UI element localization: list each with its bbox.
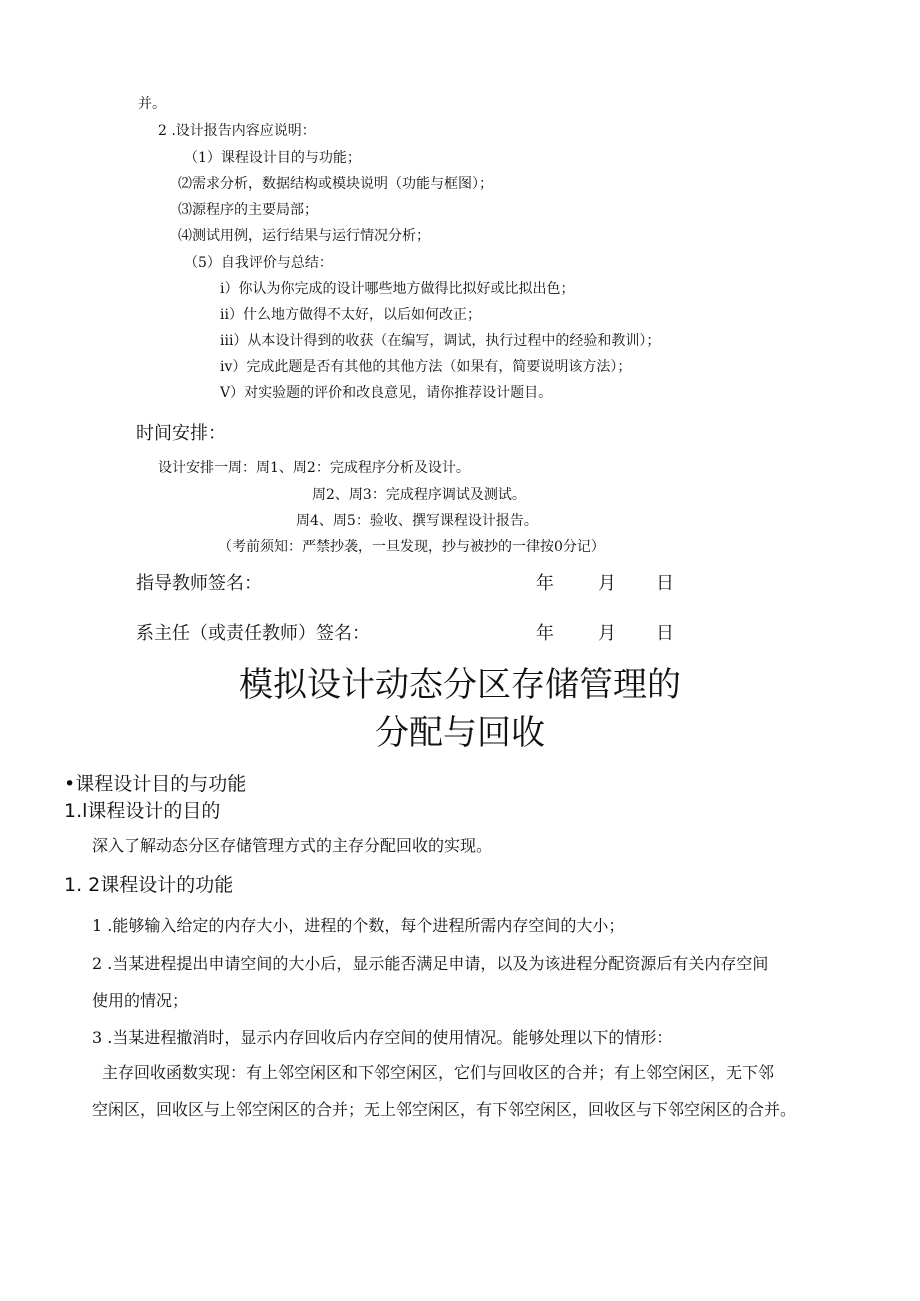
function-item-2-continued: 使用的情况； — [92, 991, 189, 1010]
function-item-2: 2 .当某进程提出申请空间的大小后，显示能否满足申请，以及为该进程分配资源后有关内存空间 — [92, 954, 769, 973]
teacher-signature-label: 指导教师签名： — [136, 573, 262, 594]
director-signature-month: 月 — [598, 623, 616, 644]
evaluation-item-iii: iii）从本设计得到的收获（在编写，调试，执行过程中的经验和教训）； — [220, 333, 661, 349]
section-heading: •课程设计目的与功能 — [64, 773, 247, 795]
evaluation-item-i: i）你认为你完成的设计哪些地方做得比拟好或比拟出色； — [220, 281, 575, 297]
document-title-line-2: 分配与回收 — [375, 713, 545, 753]
report-content-item: 2 .设计报告内容应说明： — [158, 123, 316, 139]
schedule-heading: 时间安排： — [136, 423, 226, 444]
subsection-purpose-heading: 1.l课程设计的目的 — [64, 800, 221, 822]
schedule-line-1: 设计安排一周：周1、周2：完成程序分析及设计。 — [158, 460, 470, 476]
continued-text: 并。 — [138, 96, 166, 112]
schedule-line-2: 周2、周3：完成程序调试及测试。 — [312, 487, 526, 503]
evaluation-item-v: V）对实验题的评价和改良意见，请你推荐设计题目。 — [220, 385, 553, 401]
director-signature-label: 系主任（或责任教师）签名： — [136, 623, 370, 644]
report-sub-item-1: （1）课程设计目的与功能； — [184, 150, 361, 166]
teacher-signature-day: 日 — [656, 573, 674, 594]
recovery-paragraph-line-1: 主存回收函数实现：有上邻空闲区和下邻空闲区，它们与回收区的合并；有上邻空闲区，无下邻 — [102, 1063, 775, 1082]
subsection-function-heading: 1. 2课程设计的功能 — [64, 874, 234, 896]
recovery-paragraph-line-2: 空闲区，回收区与上邻空闲区的合并；无上邻空闲区，有下邻空闲区，回收区与下邻空闲区的合并。 — [92, 1100, 797, 1119]
evaluation-item-ii: ii）什么地方做得不太好，以后如何改正； — [220, 307, 481, 323]
report-sub-item-3: ⑶源程序的主要局部； — [178, 202, 318, 218]
purpose-paragraph: 深入了解动态分区存储管理方式的主存分配回收的实现。 — [92, 836, 493, 855]
report-sub-item-4: ⑷测试用例，运行结果与运行情况分析； — [178, 228, 430, 244]
director-signature-day: 日 — [656, 623, 674, 644]
teacher-signature-year: 年 — [536, 573, 554, 594]
document-title-line-1: 模拟设计动态分区存储管理的 — [239, 665, 681, 705]
function-item-3: 3 .当某进程撤消时，显示内存回收后内存空间的使用情况。能够处理以下的情形： — [92, 1028, 673, 1047]
exam-notice: （考前须知：严禁抄袭，一旦发现，抄与被抄的一律按0分记） — [218, 539, 605, 555]
teacher-signature-month: 月 — [598, 573, 616, 594]
schedule-line-3: 周4、周5：验收、撰写课程设计报告。 — [296, 513, 538, 529]
report-sub-item-2: ⑵需求分析，数据结构或模块说明（功能与框图）； — [178, 176, 493, 192]
report-sub-item-5: （5）自我评价与总结： — [184, 255, 333, 271]
director-signature-year: 年 — [536, 623, 554, 644]
evaluation-item-iv: iv）完成此题是否有其他的其他方法（如果有，简要说明该方法）； — [220, 359, 632, 375]
function-item-1: 1 .能够输入给定的内存大小，进程的个数，每个进程所需内存空间的大小； — [92, 916, 625, 935]
